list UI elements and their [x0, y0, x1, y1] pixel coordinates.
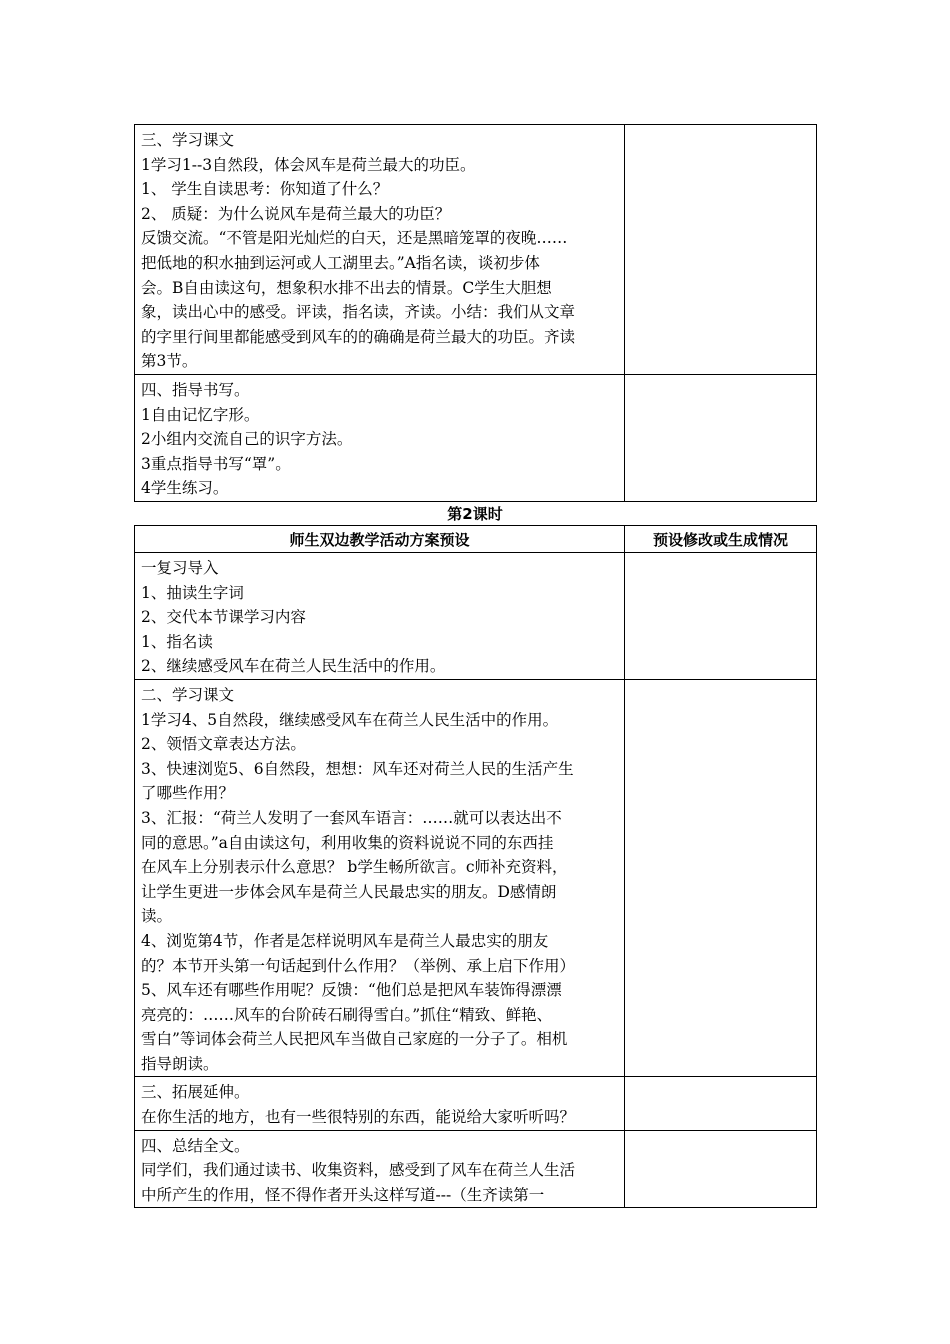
activity-cell	[135, 125, 625, 375]
lesson-table-1	[134, 124, 817, 502]
notes-cell	[625, 679, 817, 1077]
text-line: 第3节。	[141, 352, 198, 371]
text-line: 了哪些作用？	[141, 784, 235, 803]
text-line: 在你生活的地方，也有一些很特别的东西，能说给大家听听吗？	[141, 1108, 576, 1127]
text-line: 同学们，我们通过读书、收集资料，感受到了风车在荷兰人生活	[141, 1161, 576, 1180]
text-line: 2、 质疑：为什么说风车是荷兰最大的功臣？	[141, 204, 451, 223]
notes-cell	[625, 1130, 817, 1208]
activity-cell	[135, 374, 625, 501]
text-line: 雪白”等词体会荷兰人民把风车当做自己家庭的一分子了。相机	[141, 1030, 568, 1049]
text-line: 三、学习课文	[141, 131, 235, 149]
table-row	[135, 1077, 817, 1130]
text-line: 1、 学生自读思考：你知道了什么？	[141, 180, 389, 199]
text-line: 1、指名读	[141, 632, 213, 651]
lesson-table-2	[134, 525, 817, 1208]
notes-cell	[625, 125, 817, 375]
text-line: 1学习4、5自然段，继续感受风车在荷兰人民生活中的作用。	[141, 710, 559, 729]
table-row	[135, 1130, 817, 1208]
text-line: 2、继续感受风车在荷兰人民生活中的作用。	[141, 657, 446, 676]
text-line: 1自由记忆字形。	[141, 405, 260, 424]
text-line: 反馈交流。“不管是阳光灿烂的白天，还是黑暗笼罩的夜晚……	[141, 229, 568, 248]
activity-cell	[135, 1130, 625, 1208]
text-line: 1、抽读生字词	[141, 583, 244, 602]
text-line: 三、拓展延伸。	[141, 1083, 250, 1102]
text-line: 二、学习课文	[141, 685, 235, 704]
text-line: 5、风车还有哪些作用呢？反馈：“他们总是把风车装饰得漂漂	[141, 981, 562, 1000]
text-line: 的？本节开头第一句话起到什么作用？（举例、承上启下作用）	[141, 956, 576, 975]
notes-cell	[625, 553, 817, 680]
text-line: 的字里行间里都能感受到风车的的确确是荷兰最大的功臣。齐读	[141, 327, 576, 346]
header-activity-plan: 师生双边教学活动方案预设	[135, 526, 625, 553]
text-line: 象，读出心中的感受。评读，指名读，齐读。小结：我们从文章	[141, 303, 576, 322]
text-line: 4、浏览第4节，作者是怎样说明风车是荷兰人最忠实的朋友	[141, 931, 549, 950]
activity-cell	[135, 679, 625, 1077]
text-line: 读。	[141, 907, 173, 926]
notes-cell	[625, 374, 817, 501]
activity-cell	[135, 1077, 625, 1130]
text-line: 在风车上分别表示什么意思？ b学生畅所欲言。c师补充资料，	[141, 858, 568, 877]
text-line: 中所产生的作用，怪不得作者开头这样写道---（生齐读第一	[141, 1185, 545, 1204]
notes-cell	[625, 1077, 817, 1130]
text-line: 同的意思。”a自由读这句，利用收集的资料说说不同的东西挂	[141, 833, 554, 852]
text-line: 指导朗读。	[141, 1054, 219, 1073]
table-row	[135, 374, 817, 501]
text-line: 亮亮的：……风车的台阶砖石刷得雪白。”抓住“精致、鲜艳、	[141, 1005, 553, 1024]
text-line: 四、总结全文。	[141, 1136, 250, 1155]
text-line: 把低地的积水抽到运河或人工湖里去。”A指名读，谈初步体	[141, 253, 540, 272]
text-line: 4学生练习。	[141, 479, 229, 498]
table-row	[135, 679, 817, 1077]
header-revision-notes: 预设修改或生成情况	[625, 526, 817, 553]
table-row	[135, 125, 817, 375]
text-line: 1学习1--3自然段，体会风车是荷兰最大的功臣。	[141, 155, 476, 174]
text-line: 3、汇报：“荷兰人发明了一套风车语言：……就可以表达出不	[141, 808, 562, 827]
table-row	[135, 553, 817, 680]
text-line: 3、快速浏览5、6自然段，想想：风车还对荷兰人民的生活产生	[141, 759, 574, 778]
text-line: 2小组内交流自己的识字方法。	[141, 430, 353, 449]
text-line: 2、领悟文章表达方法。	[141, 735, 306, 754]
text-line: 四、指导书写。	[141, 380, 250, 399]
text-line: 3重点指导书写“罩”。	[141, 454, 291, 473]
text-line: 会。B自由读这句，想象积水排不出去的情景。C学生大胆想	[141, 278, 552, 297]
text-line: 让学生更进一步体会风车是荷兰人民最忠实的朋友。D感情朗	[141, 882, 557, 901]
text-line: 2、交代本节课学习内容	[141, 608, 306, 627]
text-line: 一复习导入	[141, 559, 219, 577]
activity-cell	[135, 553, 625, 680]
table-header-row	[135, 526, 817, 553]
session-title: 第2课时	[447, 505, 503, 523]
